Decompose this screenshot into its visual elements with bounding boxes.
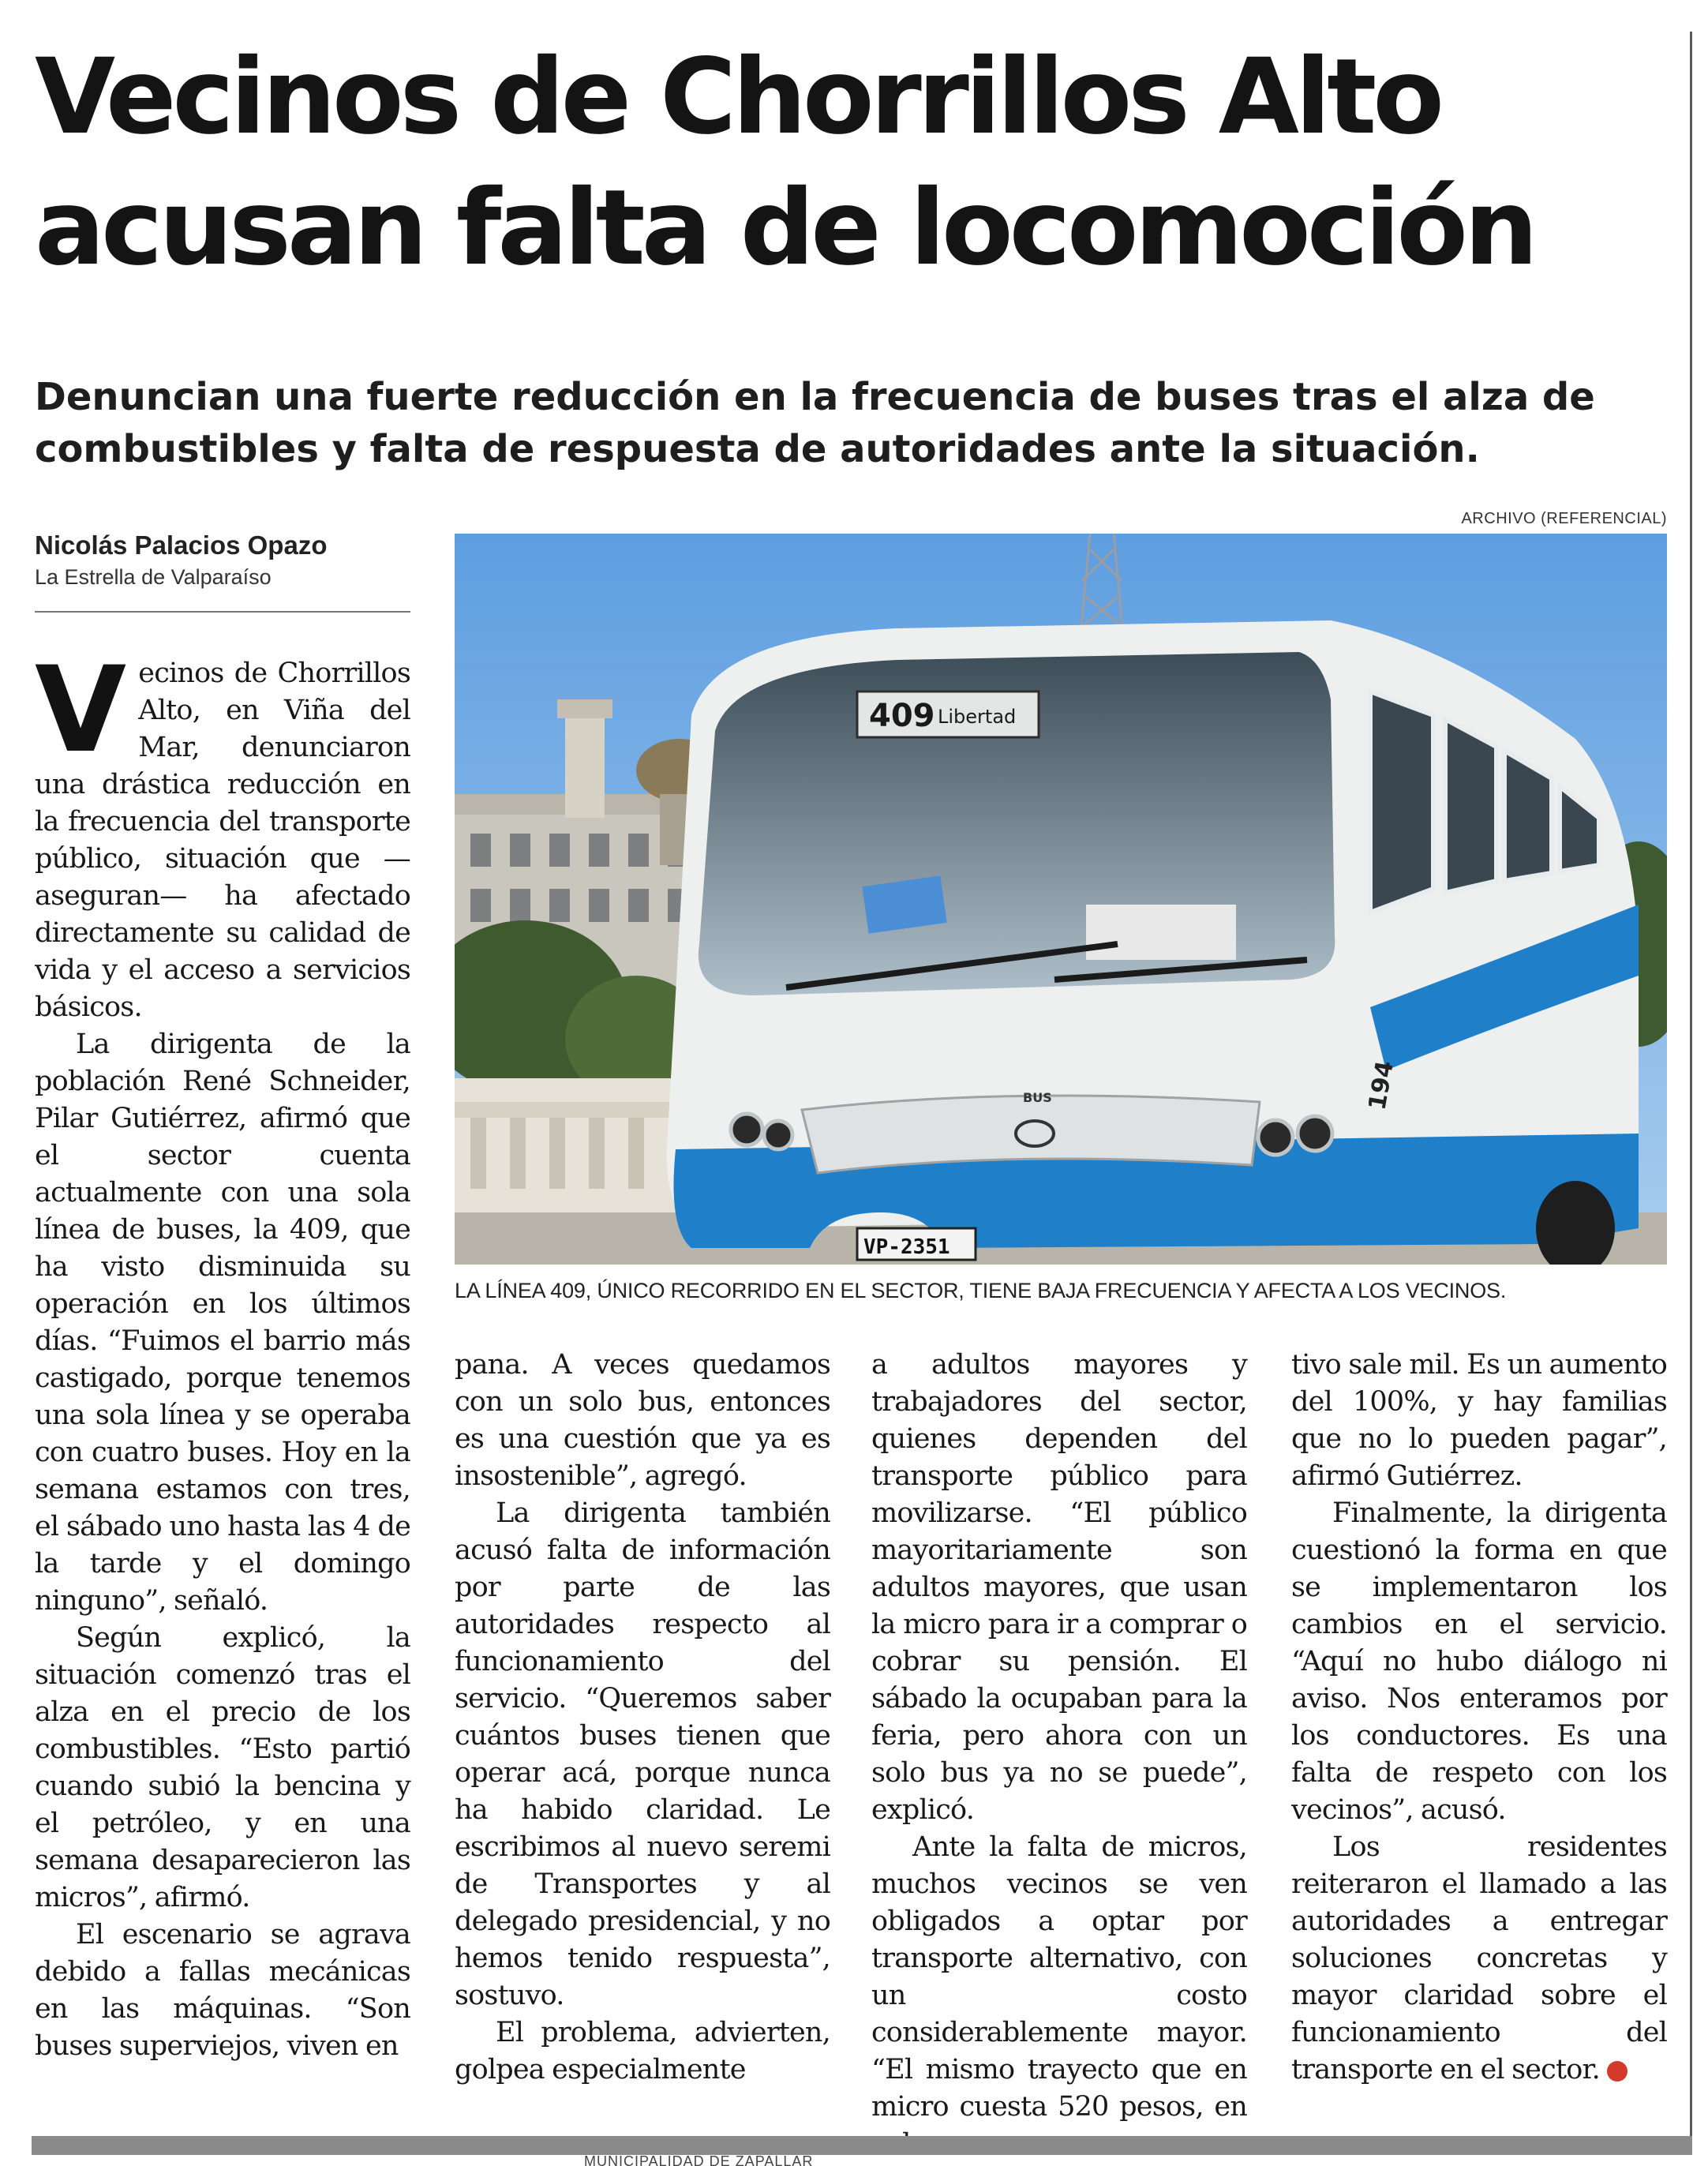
route-sign-number: 409 xyxy=(869,698,935,734)
article-column-1 xyxy=(35,642,410,2065)
article-column-4 xyxy=(1291,1347,1667,2089)
headline-line-2: acusan falta de locomoción xyxy=(35,167,1534,289)
photo-credit: ARCHIVO (REFERENCIAL) xyxy=(1461,510,1667,527)
outlet-name: La Estrella de Valparaíso xyxy=(35,565,272,589)
byline xyxy=(35,530,410,590)
paragraph: Según explicó, la situación comenzó tras el alza en el precio de los combustibles. “Esto partió cuando subió la bencina y el petróleo, y en una semana desaparecieron las micros”, afirmó. xyxy=(35,1622,410,1913)
paragraph: Los residentes reiteraron el llamado a las autoridades a entregar soluciones concretas y mayor claridad sobre el funcionamiento del transporte en el sector. ✪ xyxy=(1291,1831,1667,2085)
headline xyxy=(35,32,1684,294)
footer-bar xyxy=(32,2136,1692,2155)
license-plate-text: VP-2351 xyxy=(863,1235,950,1259)
monument xyxy=(565,715,605,818)
paragraph: Ante la falta de micros, muchos vecinos se ven obligados a optar por transporte alternativo, con un costo considerablemente mayor. “El mismo trayecto que en micro cuesta 520 pesos, en xyxy=(871,1831,1247,2123)
paragraph: tivo sale mil. Es un aumento del 100%, y hay familias que no lo pueden pagar”, afirmó Gutiérrez. xyxy=(1291,1349,1667,1492)
paragraph: La dirigenta también acusó falta de información por parte de las autoridades respecto al funcionamiento del servicio. “Queremos saber cuántos buses tienen que operar acá, porque nunca ha habido claridad. Le escribimos al nuevo seremi de Transportes y al delegado presidencial, y no hemos tenido respuesta”, sostuvo. xyxy=(455,1497,830,2011)
column-rule xyxy=(1690,32,1692,2155)
byline-divider xyxy=(35,611,410,613)
paragraph: a adultos mayores y trabajadores del sector, quienes dependen del transporte público para movilizarse. “El público mayoritariamente son adultos mayores, que usan la micro para ir a comprar o cobrar su pensión. El sábado la ocupaban para la feria, pero ahora con un solo bus ya no se puede”, explicó. xyxy=(871,1349,1247,1826)
bus-brand: BUS xyxy=(1023,1090,1052,1105)
end-of-article-icon: ✪ xyxy=(1607,2061,1627,2082)
photo-caption: LA LÍNEA 409, ÚNICO RECORRIDO EN EL SECTOR, TIENE BAJA FRECUENCIA Y AFECTA A LOS VECINOS. xyxy=(455,1279,1507,1302)
subheadline: Denuncian una fuerte reducción en la frecuencia de buses tras el alza de combustibles y falta de respuesta de autoridades ante la situación. xyxy=(35,375,1595,471)
author-name: Nicolás Palacios Opazo xyxy=(35,530,328,560)
bus-number: 194 xyxy=(1363,1059,1399,1112)
paragraph: El problema, advierten, golpea especialmente xyxy=(455,2017,830,2085)
headline-line-1: Vecinos de Chorrillos Alto xyxy=(35,36,1440,158)
footer-partial-text: MUNICIPALIDAD DE ZAPALLAR xyxy=(584,2153,814,2166)
paragraph: Vecinos de Chorrillos Alto, en Viña del Mar, denunciaron una drástica reducción en la frecuencia del transporte público, situación que —aseguran— ha afectado directamente su calidad de vida y el acceso a servicios básicos. xyxy=(35,642,410,1023)
route-sign-destination: Libertad xyxy=(938,706,1017,728)
bus-photo xyxy=(455,534,1667,1265)
paragraph: pana. A veces quedamos con un solo bus, entonces es una cuestión que ya es insostenible”, agregó. xyxy=(455,1349,830,1492)
article-column-2 xyxy=(455,1347,830,2089)
paragraph: Finalmente, la dirigenta cuestionó la forma en que se implementaron los cambios en el servicio. “Aquí no hubo diálogo ni aviso. Nos enteramos por los conductores. Es una falta de respeto con los vecinos”, acusó. xyxy=(1291,1497,1667,1826)
article-column-3 xyxy=(871,1347,1247,2163)
drop-cap: V xyxy=(35,642,126,779)
paragraph: La dirigenta de la población René Schneider, Pilar Gutiérrez, afirmó que el sector cuenta actualmente con una sola línea de buses, la 409, que ha visto disminuida su operación en los últimos días. “Fuimos el barrio más castigado, porque tenemos una sola línea y se operaba con cuatro buses. Hoy en la semana estamos con tres, el sábado uno hasta las 4 de la tarde y el domingo ninguno”, señaló. xyxy=(35,1029,410,1617)
paragraph: El escenario se agrava debido a fallas mecánicas en las máquinas. “Son buses superviejos, viven en xyxy=(35,1919,410,2062)
